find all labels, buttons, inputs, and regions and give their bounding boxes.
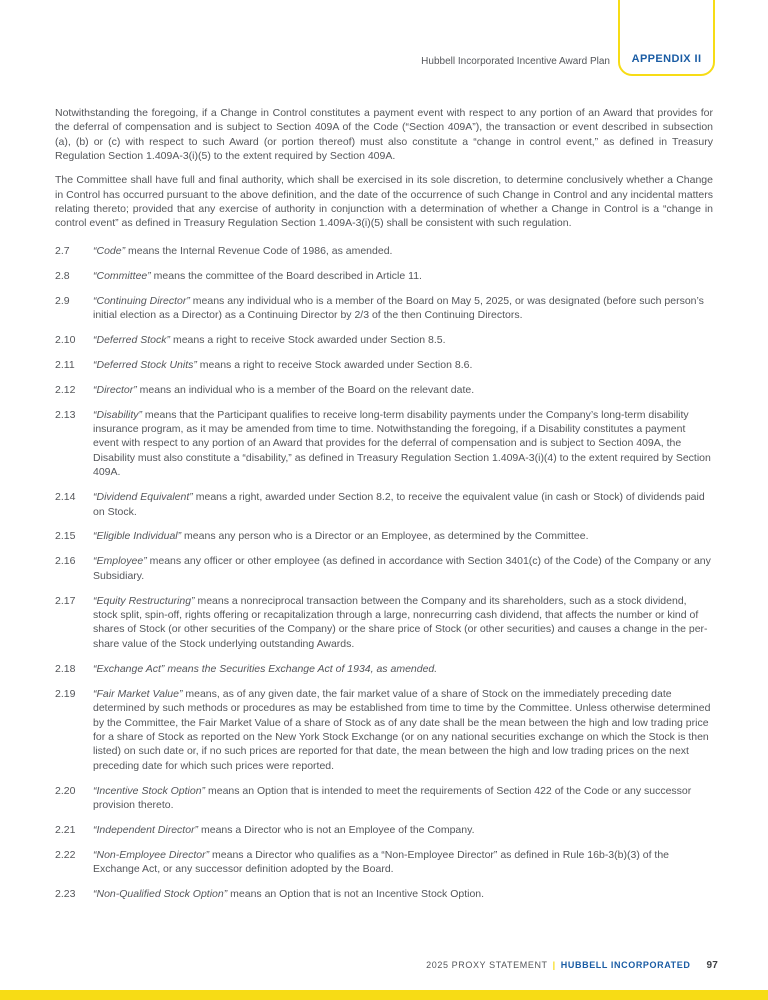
definition-text: [93, 687, 713, 773]
definition-body: means a Director who is not an Employee of the Company.: [198, 823, 475, 836]
definition-item: [55, 269, 713, 283]
definition-number: 2.17: [55, 594, 76, 607]
definition-term: “Disability”: [93, 408, 143, 421]
intro-paragraph: The Committee shall have full and final authority, which shall be exercised in its sole discretion, to determine conclusively whether a Change in Control has occurred pursuant to the above definition, and the date of the occurrence of such Change in Control and any incidental matters relating thereto; provided that any exercise of authority in conjunction with a determination of whether a Change in Control is a “change in control event” as defined in Treasury Regulation Section 1.409A-3(i)(5) shall be consistent with such regulation.: [55, 174, 713, 230]
page-number: 97: [706, 960, 718, 971]
definition-term: “Non-Qualified Stock Option”: [93, 888, 228, 901]
definition-body: means the Internal Revenue Code of 1986, as amended.: [125, 244, 393, 257]
definition-body: means an Option that is intended to meet the requirements of Section 422 of the Code or any successor provision thereto.: [93, 784, 692, 812]
definition-text: [93, 662, 713, 676]
definition-item: [55, 662, 713, 676]
definition-text: [93, 784, 713, 813]
definition-item: [55, 333, 713, 347]
definition-body: means any officer or other employee (as defined in accordance with Section 3401(c) of the Code) of the Company or any Subsidiary.: [93, 555, 711, 582]
definition-item: [55, 358, 713, 372]
appendix-label: APPENDIX II: [631, 53, 702, 65]
definition-body: means a right to receive Stock awarded under Section 8.6.: [196, 358, 473, 371]
definition-item: [55, 594, 713, 652]
definition-term: “Independent Director”: [93, 823, 199, 836]
definition-body: means an individual who is a member of the Board on the relevant date.: [136, 383, 475, 396]
definition-body: means the committee of the Board described in Article 11.: [150, 269, 422, 282]
definition-body: means a Director who qualifies as a “Non-Employee Director” as defined in Rule 16b-3(b)(3) of the Exchange Act, or any successor definition adopted by the Board.: [93, 848, 670, 876]
definition-text: [93, 244, 713, 258]
definition-term: “Non-Employee Director”: [93, 848, 210, 861]
definition-item: [55, 244, 713, 258]
definition-term: “Exchange Act”: [93, 662, 165, 675]
definition-number: 2.11: [55, 358, 75, 371]
definition-number: 2.10: [55, 333, 76, 346]
definition-text: [93, 848, 713, 877]
definition-item: [55, 848, 713, 877]
definitions-list: [55, 244, 713, 902]
definition-item: [55, 529, 713, 543]
definition-body: means a nonreciprocal transaction between the Company and its shareholders, such as a stock dividend, stock split, spin-off, rights offering or recapitalization through a large, nonrecurring cash dividend, that affects the number or kind of shares of Stock (or other securities of the Company) or the share price of Stock (or other securities) and causes a change in the per-share value of the Stock underlying outstanding Awards.: [93, 594, 708, 650]
definition-body: means a right to receive Stock awarded under Section 8.5.: [170, 333, 446, 346]
definition-text: [93, 529, 713, 543]
definition-body: means, as of any given date, the fair market value of a share of Stock on the immediately preceding date determined by such methods or procedures as may be established from time to time by the Committee. Unless otherwise determined by the Committee, the Fair Market Value of a share of Stock as of any date shall be the mean between the high and low trading price for a share of Stock as reported on the New York Stock Exchange (or on any national securities exchange on which the Stock is then listed) on such date or, if no such prices are reported for that date, the mean between the high and low trading prices on the next preceding date for which such prices were reported.: [93, 687, 711, 772]
footer-statement: 2025 PROXY STATEMENT: [426, 960, 548, 970]
appendix-tab: [618, 0, 715, 76]
footer-company: HUBBELL INCORPORATED: [560, 960, 691, 970]
definition-number: 2.15: [55, 530, 76, 543]
definition-item: [55, 383, 713, 397]
definition-body: means any individual who is a member of the Board on May 5, 2025, or was designated (before such person’s initial election as a Director) as a Continuing Director by 2/3 of the then Continuing Directors.: [93, 294, 704, 321]
definition-body: means that the Participant qualifies to receive long-term disability payments under the Company’s long-term disability insurance program, as it may be amended from time to time. Notwithstanding the foregoing, if a Disability constitutes a payment event with respect to any portion of an Award that provides for the deferral of compensation and is subject to Section 409A, the Disability must also constitute a “disability,” as defined in Treasury Regulation Section 1.409A-3(i)(4) to the extent required by Section 409A.: [93, 408, 711, 479]
definition-item: [55, 490, 713, 519]
definition-text: [93, 887, 713, 901]
definition-item: [55, 408, 713, 480]
definition-number: 2.20: [55, 784, 76, 797]
definition-number: 2.14: [55, 491, 76, 504]
definition-text: [93, 269, 713, 283]
definition-number: 2.8: [55, 269, 70, 282]
definition-body: means a right, awarded under Section 8.2, to receive the equivalent value (in cash or Stock) of dividends paid on Stock.: [93, 491, 705, 518]
definition-term: “Dividend Equivalent”: [93, 491, 193, 504]
definition-item: [55, 294, 713, 323]
definition-text: [93, 294, 713, 323]
main-content: [55, 106, 713, 912]
definition-text: [93, 554, 713, 583]
plan-title: Hubbell Incorporated Incentive Award Plan: [421, 56, 610, 67]
definition-term: “Fair Market Value”: [93, 687, 183, 700]
definition-term: “Deferred Stock Units”: [93, 358, 197, 371]
definition-body: means any person who is a Director or an Employee, as determined by the Committee.: [181, 530, 589, 543]
definition-text: [93, 358, 713, 372]
footer-separator: |: [552, 960, 556, 970]
definition-term: “Continuing Director”: [93, 294, 190, 307]
definition-item: [55, 687, 713, 773]
definition-number: 2.13: [55, 408, 76, 421]
definition-text: [93, 823, 713, 837]
definition-number: 2.16: [55, 555, 76, 568]
footer: [426, 960, 718, 971]
definition-text: [93, 490, 713, 519]
definition-term: “Equity Restructuring”: [93, 594, 195, 607]
definition-term: “Employee”: [93, 555, 147, 568]
definition-text: [93, 594, 713, 652]
definition-number: 2.21: [55, 823, 76, 836]
definition-item: [55, 887, 713, 901]
definition-term: “Incentive Stock Option”: [93, 784, 206, 797]
definition-item: [55, 554, 713, 583]
definition-item: [55, 823, 713, 837]
definition-number: 2.23: [55, 888, 76, 901]
definition-number: 2.19: [55, 687, 76, 700]
definition-term: “Committee”: [93, 269, 151, 282]
definition-number: 2.12: [55, 383, 76, 396]
definition-term: “Code”: [93, 244, 126, 257]
definition-number: 2.18: [55, 662, 76, 675]
definition-text: [93, 408, 713, 480]
definition-number: 2.22: [55, 848, 76, 861]
definition-item: [55, 784, 713, 813]
definition-term: “Eligible Individual”: [93, 530, 182, 543]
definition-text: [93, 333, 713, 347]
definition-body: means an Option that is not an Incentive Stock Option.: [227, 888, 485, 901]
definition-number: 2.9: [55, 294, 70, 307]
definition-text: [93, 383, 713, 397]
bottom-accent-bar: [0, 990, 768, 1000]
definition-body: means the Securities Exchange Act of 1934, as amended.: [164, 662, 438, 675]
definition-term: “Director”: [93, 383, 137, 396]
intro-paragraph: Notwithstanding the foregoing, if a Change in Control constitutes a payment event with respect to any portion of an Award that provides for the deferral of compensation and is subject to Section 409A of the Code (“Section 409A”), the transaction or event described in subsection (a), (b) or (c) with respect to such Award (or portion thereof) must also constitute a “change in control event,” as defined in Treasury Regulation Section 1.409A-3(i)(5) to the extent required by Section 409A.: [55, 107, 713, 163]
definition-number: 2.7: [55, 244, 70, 257]
definition-term: “Deferred Stock”: [93, 333, 171, 346]
